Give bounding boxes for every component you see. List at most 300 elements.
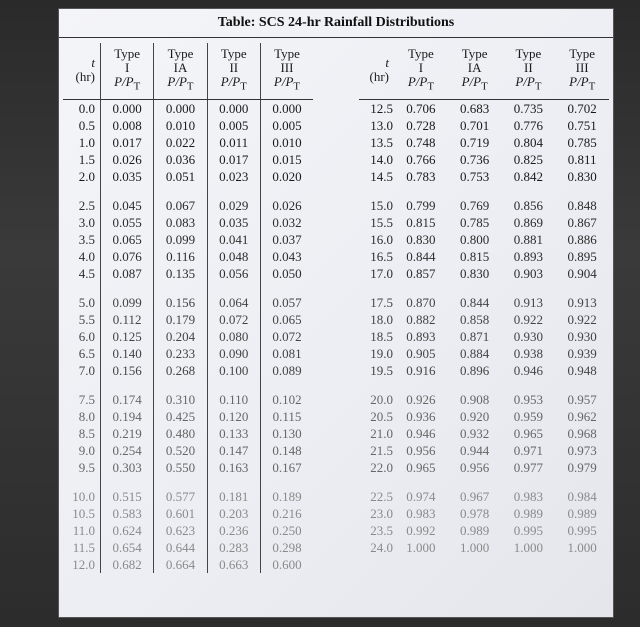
- ratio-cell: 0.216: [260, 505, 313, 522]
- spacer-cell: [359, 282, 394, 294]
- spacer-cell: [502, 282, 556, 294]
- spacer-cell: [260, 185, 313, 197]
- type-ia-sub: T: [186, 80, 194, 93]
- ratio-cell: 0.102: [260, 391, 313, 408]
- ratio-cell: 0.083: [154, 214, 207, 231]
- ratio-cell: 0.751: [567, 117, 597, 133]
- time-cell: 13.5: [370, 134, 393, 150]
- time-cell: 18.5: [370, 328, 393, 344]
- ratio-cell: 0.984: [567, 488, 597, 504]
- type-ia-word: Type: [461, 46, 488, 61]
- time-cell: 12.0: [72, 556, 95, 572]
- ratio-cell: 0.156: [101, 362, 154, 379]
- type-ii-ratio: P/P: [220, 74, 241, 89]
- ratio-cell: 0.000: [260, 99, 313, 117]
- ratio-cell: 0.948: [567, 362, 597, 378]
- type-i-numeral: I: [124, 60, 130, 75]
- ratio-cell: 0.983: [406, 505, 436, 521]
- table-row: [359, 328, 609, 345]
- ratio-cell: 0.830: [567, 168, 597, 184]
- ratio-cell: 0.310: [154, 391, 207, 408]
- type-i-word: Type: [114, 46, 141, 61]
- ratio-cell: 0.181: [207, 488, 260, 505]
- ratio-cell: 0.830: [460, 265, 490, 281]
- spacer-cell: [448, 185, 502, 197]
- spacer-cell: [394, 379, 448, 391]
- time-cell: 9.0: [78, 442, 95, 458]
- time-cell: 24.0: [370, 539, 393, 555]
- ratio-cell: 0.026: [101, 151, 154, 168]
- ratio-cell: 0.946: [513, 362, 543, 378]
- ratio-cell: 0.893: [406, 328, 436, 344]
- spacer-cell: [207, 282, 260, 294]
- ratio-cell: 0.956: [460, 459, 490, 475]
- ratio-cell: 0.135: [154, 265, 207, 282]
- table-row: [359, 248, 609, 265]
- ratio-cell: 0.520: [154, 442, 207, 459]
- time-cell: 5.5: [78, 311, 95, 327]
- table-row: [359, 311, 609, 328]
- table-row: [63, 408, 313, 425]
- table-row: [63, 117, 313, 134]
- ratio-cell: 0.081: [260, 345, 313, 362]
- type-ii-header: [502, 43, 556, 99]
- type-ii-numeral: II: [524, 60, 533, 75]
- ratio-cell: 0.926: [406, 391, 436, 407]
- time-cell: 22.5: [370, 488, 393, 504]
- ratio-cell: 0.858: [460, 311, 490, 327]
- ratio-cell: 0.944: [460, 442, 490, 458]
- ratio-cell: 0.989: [567, 505, 597, 521]
- time-cell: 12.5: [370, 100, 393, 116]
- table-row: [359, 294, 609, 311]
- ratio-cell: 0.035: [101, 168, 154, 185]
- ratio-cell: 0.023: [207, 168, 260, 185]
- time-cell: 22.0: [370, 459, 393, 475]
- time-cell: 6.0: [78, 328, 95, 344]
- ratio-cell: 0.065: [260, 311, 313, 328]
- type-iii-header: [260, 43, 313, 99]
- ratio-cell: 0.233: [154, 345, 207, 362]
- ratio-cell: 0.811: [567, 151, 597, 167]
- ratio-cell: 0.120: [207, 408, 260, 425]
- ratio-cell: 0.147: [207, 442, 260, 459]
- ratio-cell: 0.962: [567, 408, 597, 424]
- type-ii-word: Type: [220, 46, 247, 61]
- table-row: [359, 134, 609, 151]
- ratio-cell: 0.973: [567, 442, 597, 458]
- ratio-cell: 0.010: [260, 134, 313, 151]
- ratio-cell: 0.057: [260, 294, 313, 311]
- table-row: [359, 442, 609, 459]
- ratio-cell: 0.116: [154, 248, 207, 265]
- time-cell: 20.0: [370, 391, 393, 407]
- left-table: [63, 43, 313, 573]
- time-cell: 1.0: [78, 134, 95, 150]
- time-cell: 4.0: [78, 248, 95, 264]
- left-panel: [63, 43, 313, 573]
- type-iii-ratio: P/P: [273, 74, 294, 89]
- ratio-cell: 0.283: [207, 539, 260, 556]
- time-cell: 17.0: [370, 265, 393, 281]
- ratio-cell: 0.298: [260, 539, 313, 556]
- type-ia-numeral: IA: [173, 60, 188, 75]
- group-spacer: [359, 476, 609, 488]
- spacer-cell: [359, 476, 394, 488]
- type-ia-numeral: IA: [467, 60, 482, 75]
- table-row: [359, 99, 609, 117]
- type-ii-sub: T: [240, 80, 247, 93]
- row-group: [63, 185, 313, 282]
- ratio-cell: 0.886: [567, 231, 597, 247]
- type-iii-ratio: P/P: [569, 74, 589, 89]
- type-ii-word: Type: [515, 46, 542, 61]
- ratio-cell: 0.036: [154, 151, 207, 168]
- ratio-cell: 0.922: [567, 311, 597, 327]
- table-row: [63, 231, 313, 248]
- ratio-cell: 0.916: [406, 362, 436, 378]
- ratio-cell: 0.766: [406, 151, 436, 167]
- spacer-cell: [448, 379, 502, 391]
- time-cell: 19.5: [370, 362, 393, 378]
- type-iii-numeral: III: [575, 60, 589, 75]
- ratio-cell: 0.110: [207, 391, 260, 408]
- ratio-cell: 0.971: [513, 442, 543, 458]
- ratio-cell: 0.020: [260, 168, 313, 185]
- ratio-cell: 0.922: [513, 311, 543, 327]
- ratio-cell: 0.425: [154, 408, 207, 425]
- time-cell: 7.5: [78, 391, 95, 407]
- table-row: [359, 117, 609, 134]
- group-spacer: [63, 379, 313, 391]
- time-cell: 3.0: [78, 214, 95, 230]
- ratio-cell: 0.115: [260, 408, 313, 425]
- ratio-cell: 0.908: [460, 391, 490, 407]
- ratio-cell: 0.769: [460, 197, 490, 213]
- time-cell: 16.5: [370, 248, 393, 264]
- table-row: [359, 168, 609, 185]
- ratio-cell: 0.087: [101, 265, 154, 282]
- time-cell: 0.5: [78, 117, 95, 133]
- table-row: [63, 488, 313, 505]
- ratio-cell: 0.067: [154, 197, 207, 214]
- table-row: [359, 408, 609, 425]
- ratio-cell: 0.064: [207, 294, 260, 311]
- row-group: [359, 282, 609, 379]
- ratio-cell: 0.623: [154, 522, 207, 539]
- row-group: [359, 185, 609, 282]
- ratio-cell: 0.000: [154, 99, 207, 117]
- ratio-cell: 0.735: [513, 100, 543, 116]
- type-iii-sub: T: [588, 80, 596, 93]
- ratio-cell: 0.000: [101, 99, 154, 117]
- group-spacer: [359, 185, 609, 197]
- spacer-cell: [502, 476, 556, 488]
- ratio-cell: 0.799: [406, 197, 436, 213]
- spacer-cell: [448, 476, 502, 488]
- time-cell: 5.0: [78, 294, 95, 310]
- spacer-cell: [207, 379, 260, 391]
- ratio-cell: 0.867: [567, 214, 597, 230]
- right-table: [359, 43, 609, 556]
- table-row: [359, 197, 609, 214]
- ratio-cell: 0.728: [406, 117, 436, 133]
- spacer-cell: [394, 282, 448, 294]
- ratio-cell: 0.148: [260, 442, 313, 459]
- type-ia-ratio: P/P: [167, 74, 187, 89]
- spacer-cell: [101, 476, 154, 488]
- row-group: [63, 99, 313, 185]
- ratio-cell: 0.856: [513, 197, 543, 213]
- table-row: [63, 168, 313, 185]
- ratio-cell: 0.125: [101, 328, 154, 345]
- time-cell: 13.0: [370, 117, 393, 133]
- time-cell: 16.0: [370, 231, 393, 247]
- time-cell: 21.5: [370, 442, 393, 458]
- ratio-cell: 0.953: [513, 391, 543, 407]
- ratio-cell: 0.995: [513, 522, 543, 538]
- spacer-cell: [394, 476, 448, 488]
- header-row: [359, 43, 609, 99]
- ratio-cell: 0.800: [460, 231, 490, 247]
- type-iii-numeral: III: [280, 60, 294, 75]
- ratio-cell: 0.936: [406, 408, 436, 424]
- time-cell: 23.0: [370, 505, 393, 521]
- spacer-cell: [260, 379, 313, 391]
- ratio-cell: 0.163: [207, 459, 260, 476]
- ratio-cell: 0.913: [567, 294, 597, 310]
- spacer-cell: [101, 185, 154, 197]
- ratio-cell: 0.664: [154, 556, 207, 573]
- ratio-cell: 0.989: [460, 522, 490, 538]
- time-cell: 8.5: [78, 425, 95, 441]
- ratio-cell: 0.957: [567, 391, 597, 407]
- table-row: [63, 362, 313, 379]
- spacer-cell: [63, 185, 101, 197]
- type-ii-ratio: P/P: [515, 74, 535, 89]
- ratio-cell: 0.974: [406, 488, 436, 504]
- spacer-cell: [448, 282, 502, 294]
- ratio-cell: 0.895: [567, 248, 597, 264]
- table-row: [63, 345, 313, 362]
- ratio-cell: 0.189: [260, 488, 313, 505]
- row-group: [359, 99, 609, 185]
- title-divider: [59, 37, 613, 38]
- ratio-cell: 1.000: [567, 539, 597, 555]
- ratio-cell: 0.736: [460, 151, 490, 167]
- type-i-sub: T: [427, 80, 434, 93]
- time-cell: 14.5: [370, 168, 393, 184]
- ratio-cell: 1.000: [406, 539, 436, 555]
- ratio-cell: 0.978: [460, 505, 490, 521]
- ratio-cell: 0.254: [101, 442, 154, 459]
- ratio-cell: 0.939: [567, 345, 597, 361]
- ratio-cell: 0.748: [406, 134, 436, 150]
- time-header: [63, 43, 101, 99]
- time-cell: 2.5: [78, 197, 95, 213]
- ratio-cell: 1.000: [460, 539, 490, 555]
- ratio-cell: 0.965: [513, 425, 543, 441]
- type-i-ratio: P/P: [114, 74, 134, 89]
- spacer-cell: [260, 282, 313, 294]
- ratio-cell: 0.702: [567, 100, 597, 116]
- ratio-cell: 0.776: [513, 117, 543, 133]
- row-group: [359, 476, 609, 556]
- ratio-cell: 0.026: [260, 197, 313, 214]
- table-row: [359, 362, 609, 379]
- group-spacer: [63, 476, 313, 488]
- time-cell: 15.0: [370, 197, 393, 213]
- table-row: [359, 539, 609, 556]
- time-cell: 17.5: [370, 294, 393, 310]
- table-row: [359, 505, 609, 522]
- ratio-cell: 0.035: [207, 214, 260, 231]
- spacer-cell: [63, 476, 101, 488]
- ratio-cell: 0.005: [260, 117, 313, 134]
- ratio-cell: 0.100: [207, 362, 260, 379]
- ratio-cell: 0.904: [567, 265, 597, 281]
- ratio-cell: 0.857: [406, 265, 436, 281]
- ratio-cell: 0.844: [460, 294, 490, 310]
- ratio-cell: 0.219: [101, 425, 154, 442]
- spacer-cell: [63, 379, 101, 391]
- ratio-cell: 0.250: [260, 522, 313, 539]
- ratio-cell: 0.719: [460, 134, 490, 150]
- ratio-cell: 0.090: [207, 345, 260, 362]
- ratio-cell: 0.089: [260, 362, 313, 379]
- ratio-cell: 0.515: [101, 488, 154, 505]
- time-cell: 8.0: [78, 408, 95, 424]
- spacer-cell: [502, 379, 556, 391]
- ratio-cell: 0.815: [406, 214, 436, 230]
- ratio-cell: 0.140: [101, 345, 154, 362]
- ratio-cell: 0.920: [460, 408, 490, 424]
- ratio-cell: 0.056: [207, 265, 260, 282]
- time-cell: 19.0: [370, 345, 393, 361]
- group-spacer: [359, 379, 609, 391]
- type-iii-word: Type: [274, 46, 300, 61]
- ratio-cell: 0.967: [460, 488, 490, 504]
- ratio-cell: 0.099: [154, 231, 207, 248]
- ratio-cell: 0.043: [260, 248, 313, 265]
- time-cell: 11.5: [72, 539, 95, 555]
- table-row: [359, 459, 609, 476]
- table-row: [359, 231, 609, 248]
- type-ii-header: [207, 43, 260, 99]
- ratio-cell: 0.583: [101, 505, 154, 522]
- ratio-cell: 0.930: [567, 328, 597, 344]
- ratio-cell: 0.930: [513, 328, 543, 344]
- table-row: [63, 556, 313, 573]
- table-row: [63, 134, 313, 151]
- row-group: [63, 379, 313, 476]
- ratio-cell: 0.896: [460, 362, 490, 378]
- ratio-cell: 0.783: [406, 168, 436, 184]
- ratio-cell: 0.017: [207, 151, 260, 168]
- ratio-cell: 0.848: [567, 197, 597, 213]
- table-row: [63, 539, 313, 556]
- ratio-cell: 0.133: [207, 425, 260, 442]
- spacer-cell: [555, 282, 609, 294]
- ratio-cell: 0.065: [101, 231, 154, 248]
- ratio-cell: 0.048: [207, 248, 260, 265]
- table-row: [359, 214, 609, 231]
- spacer-cell: [207, 185, 260, 197]
- ratio-cell: 0.005: [207, 117, 260, 134]
- ratio-cell: 0.989: [513, 505, 543, 521]
- type-ia-sub: T: [481, 80, 488, 93]
- ratio-cell: 0.753: [460, 168, 490, 184]
- ratio-cell: 0.882: [406, 311, 436, 327]
- table-row: [63, 522, 313, 539]
- spacer-cell: [555, 379, 609, 391]
- time-cell: 4.5: [78, 265, 95, 281]
- table-row: [359, 488, 609, 505]
- ratio-cell: 0.203: [207, 505, 260, 522]
- time-header: [359, 43, 394, 99]
- spacer-cell: [154, 379, 207, 391]
- time-cell: 1.5: [78, 151, 95, 167]
- ratio-cell: 0.979: [567, 459, 597, 475]
- table-row: [63, 442, 313, 459]
- table-row: [63, 425, 313, 442]
- spacer-cell: [154, 185, 207, 197]
- ratio-cell: 0.017: [101, 134, 154, 151]
- ratio-cell: 0.099: [101, 294, 154, 311]
- ratio-cell: 0.825: [513, 151, 543, 167]
- type-ia-word: Type: [167, 46, 194, 61]
- ratio-cell: 0.011: [207, 134, 260, 151]
- time-unit: (hr): [75, 69, 95, 85]
- time-cell: 9.5: [78, 459, 95, 475]
- ratio-cell: 0.701: [460, 117, 490, 133]
- time-cell: 20.5: [370, 408, 393, 424]
- time-cell: 2.0: [78, 168, 95, 184]
- time-cell: 7.0: [78, 362, 95, 378]
- ratio-cell: 0.932: [460, 425, 490, 441]
- table-row: [359, 265, 609, 282]
- ratio-cell: 0.884: [460, 345, 490, 361]
- table-row: [359, 345, 609, 362]
- ratio-cell: 0.893: [513, 248, 543, 264]
- type-ia-header: [448, 43, 502, 99]
- type-ia-header: [154, 43, 207, 99]
- ratio-cell: 0.045: [101, 197, 154, 214]
- ratio-cell: 0.663: [207, 556, 260, 573]
- table-row: [63, 391, 313, 408]
- ratio-cell: 0.055: [101, 214, 154, 231]
- spacer-cell: [555, 185, 609, 197]
- spacer-cell: [555, 476, 609, 488]
- ratio-cell: 0.682: [101, 556, 154, 573]
- ratio-cell: 0.010: [154, 117, 207, 134]
- time-cell: 6.5: [78, 345, 95, 361]
- ratio-cell: 0.624: [101, 522, 154, 539]
- ratio-cell: 0.842: [513, 168, 543, 184]
- ratio-cell: 0.600: [260, 556, 313, 573]
- spacer-cell: [359, 379, 394, 391]
- time-cell: 14.0: [370, 151, 393, 167]
- ratio-cell: 0.000: [207, 99, 260, 117]
- type-i-word: Type: [407, 46, 434, 61]
- ratio-cell: 0.905: [406, 345, 436, 361]
- group-spacer: [63, 282, 313, 294]
- rainfall-table-sheet: [58, 8, 614, 618]
- ratio-cell: 0.881: [513, 231, 543, 247]
- table-title: Table: SCS 24-hr Rainfall Distributions: [217, 15, 455, 30]
- ratio-cell: 0.683: [460, 100, 490, 116]
- ratio-cell: 0.050: [260, 265, 313, 282]
